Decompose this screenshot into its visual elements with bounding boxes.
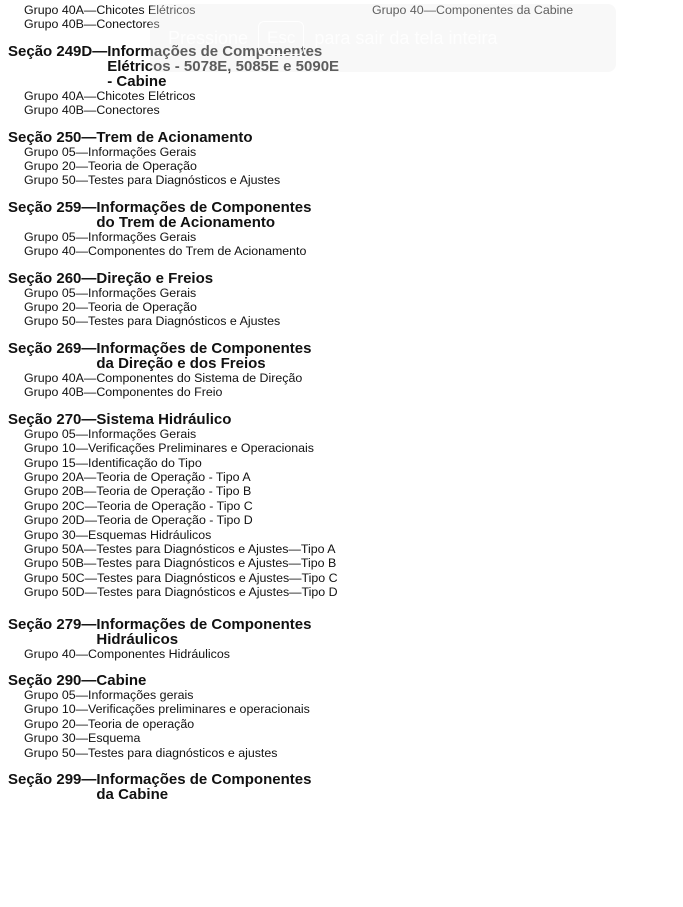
section-number: Seção 260— xyxy=(8,269,97,287)
group-entry: Grupo 50—Testes para diagnósticos e ajustes xyxy=(24,745,278,760)
section-title: Informações de Componentes Hidráulicos xyxy=(96,615,312,648)
group-entry: Grupo 10—Verificações preliminares e operacionais xyxy=(24,702,310,717)
section-270 xyxy=(8,412,358,427)
group-entry: Grupo 40B—Componentes do Freio xyxy=(24,385,223,400)
group-entry: Grupo 50D—Testes para Diagnósticos e Ajustes—Tipo D xyxy=(24,585,338,600)
group-entry: Grupo 50B—Testes para Diagnósticos e Ajustes—Tipo B xyxy=(24,556,337,571)
section-title: Trem de Acionamento xyxy=(96,128,253,146)
group-entry: Grupo 50—Testes para Diagnósticos e Ajustes xyxy=(24,173,281,188)
section-number: Seção 290— xyxy=(8,671,97,689)
group-entry: Grupo 30—Esquema xyxy=(24,731,141,746)
group-entry: Grupo 10—Verificações Preliminares e Operacionais xyxy=(24,441,314,456)
group-entry: Grupo 50A—Testes para Diagnósticos e Ajustes—Tipo A xyxy=(24,541,336,556)
section-299 xyxy=(8,772,358,802)
section-number: Seção 259— xyxy=(8,198,97,216)
section-title: Informações de Componentes Elétricos - 5078E, 5085E e 5090E - Cabine xyxy=(107,42,340,90)
group-entry: Grupo 20C—Teoria de Operação - Tipo C xyxy=(24,498,253,513)
section-title: Cabine xyxy=(96,671,147,689)
section-259 xyxy=(8,200,358,230)
section-title: Direção e Freios xyxy=(96,269,214,287)
section-250 xyxy=(8,130,358,145)
group-entry: Grupo 50C—Testes para Diagnósticos e Ajustes—Tipo C xyxy=(24,570,338,585)
notice-text-after: para sair da tela inteira xyxy=(314,27,498,48)
esc-key-icon: Esc xyxy=(258,21,304,55)
group-entry: Grupo 05—Informações Gerais xyxy=(24,426,197,441)
group-entry: Grupo 15—Identificação do Tipo xyxy=(24,455,202,470)
section-269 xyxy=(8,341,358,371)
section-number: Seção 270— xyxy=(8,410,97,428)
group-entry: Grupo 40A—Componentes do Sistema de Direção xyxy=(24,370,303,385)
group-entry: Grupo 05—Informações Gerais xyxy=(24,285,197,300)
section-title: Sistema Hidráulico xyxy=(96,410,232,428)
section-number: Seção 299— xyxy=(8,771,97,788)
group-entry: Grupo 20B—Teoria de Operação - Tipo B xyxy=(24,484,252,499)
group-entry: Grupo 30—Esquemas Hidráulicos xyxy=(24,527,212,542)
notice-text-before: Pressione xyxy=(168,27,249,48)
group-entry: Grupo 05—Informações gerais xyxy=(24,687,194,702)
section-number: Seção 249D— xyxy=(8,42,108,60)
group-entry: Grupo 40B—Conectores xyxy=(24,103,160,118)
group-entry: Grupo 40B—Conectores xyxy=(24,17,160,32)
section-260 xyxy=(8,271,358,286)
section-number: Seção 279— xyxy=(8,615,97,633)
group-entry: Grupo 20D—Teoria de Operação - Tipo D xyxy=(24,513,253,528)
group-entry: Grupo 20A—Teoria de Operação - Tipo A xyxy=(24,469,251,484)
group-entry: Grupo 05—Informações Gerais xyxy=(24,229,197,244)
toc-left-column xyxy=(8,3,358,802)
section-title: Informações de Componentes da Cabine xyxy=(96,771,312,803)
group-entry: Grupo 40A—Chicotes Elétricos xyxy=(24,3,196,17)
section-279 xyxy=(8,617,358,647)
section-title: Informações de Componentes da Direção e dos Freios xyxy=(96,339,312,372)
section-290 xyxy=(8,673,358,688)
group-entry: Grupo 50—Testes para Diagnósticos e Ajustes xyxy=(24,314,281,329)
fullscreen-exit-notice xyxy=(150,4,616,72)
group-entry: Grupo 40—Componentes da Cabine xyxy=(372,3,574,17)
section-number: Seção 250— xyxy=(8,128,97,146)
section-title: Informações de Componentes do Trem de Acionamento xyxy=(96,198,312,231)
group-entry: Grupo 20—Teoria de Operação xyxy=(24,300,197,315)
group-entry: Grupo 20—Teoria de Operação xyxy=(24,159,197,174)
group-entry: Grupo 05—Informações Gerais xyxy=(24,144,197,159)
group-entry: Grupo 40—Componentes Hidráulicos xyxy=(24,646,230,661)
section-number: Seção 269— xyxy=(8,339,97,357)
group-entry: Grupo 40—Componentes do Trem de Acionamento xyxy=(24,244,307,259)
group-entry: Grupo 20—Teoria de operação xyxy=(24,716,195,731)
group-entry: Grupo 40A—Chicotes Elétricos xyxy=(24,88,196,103)
